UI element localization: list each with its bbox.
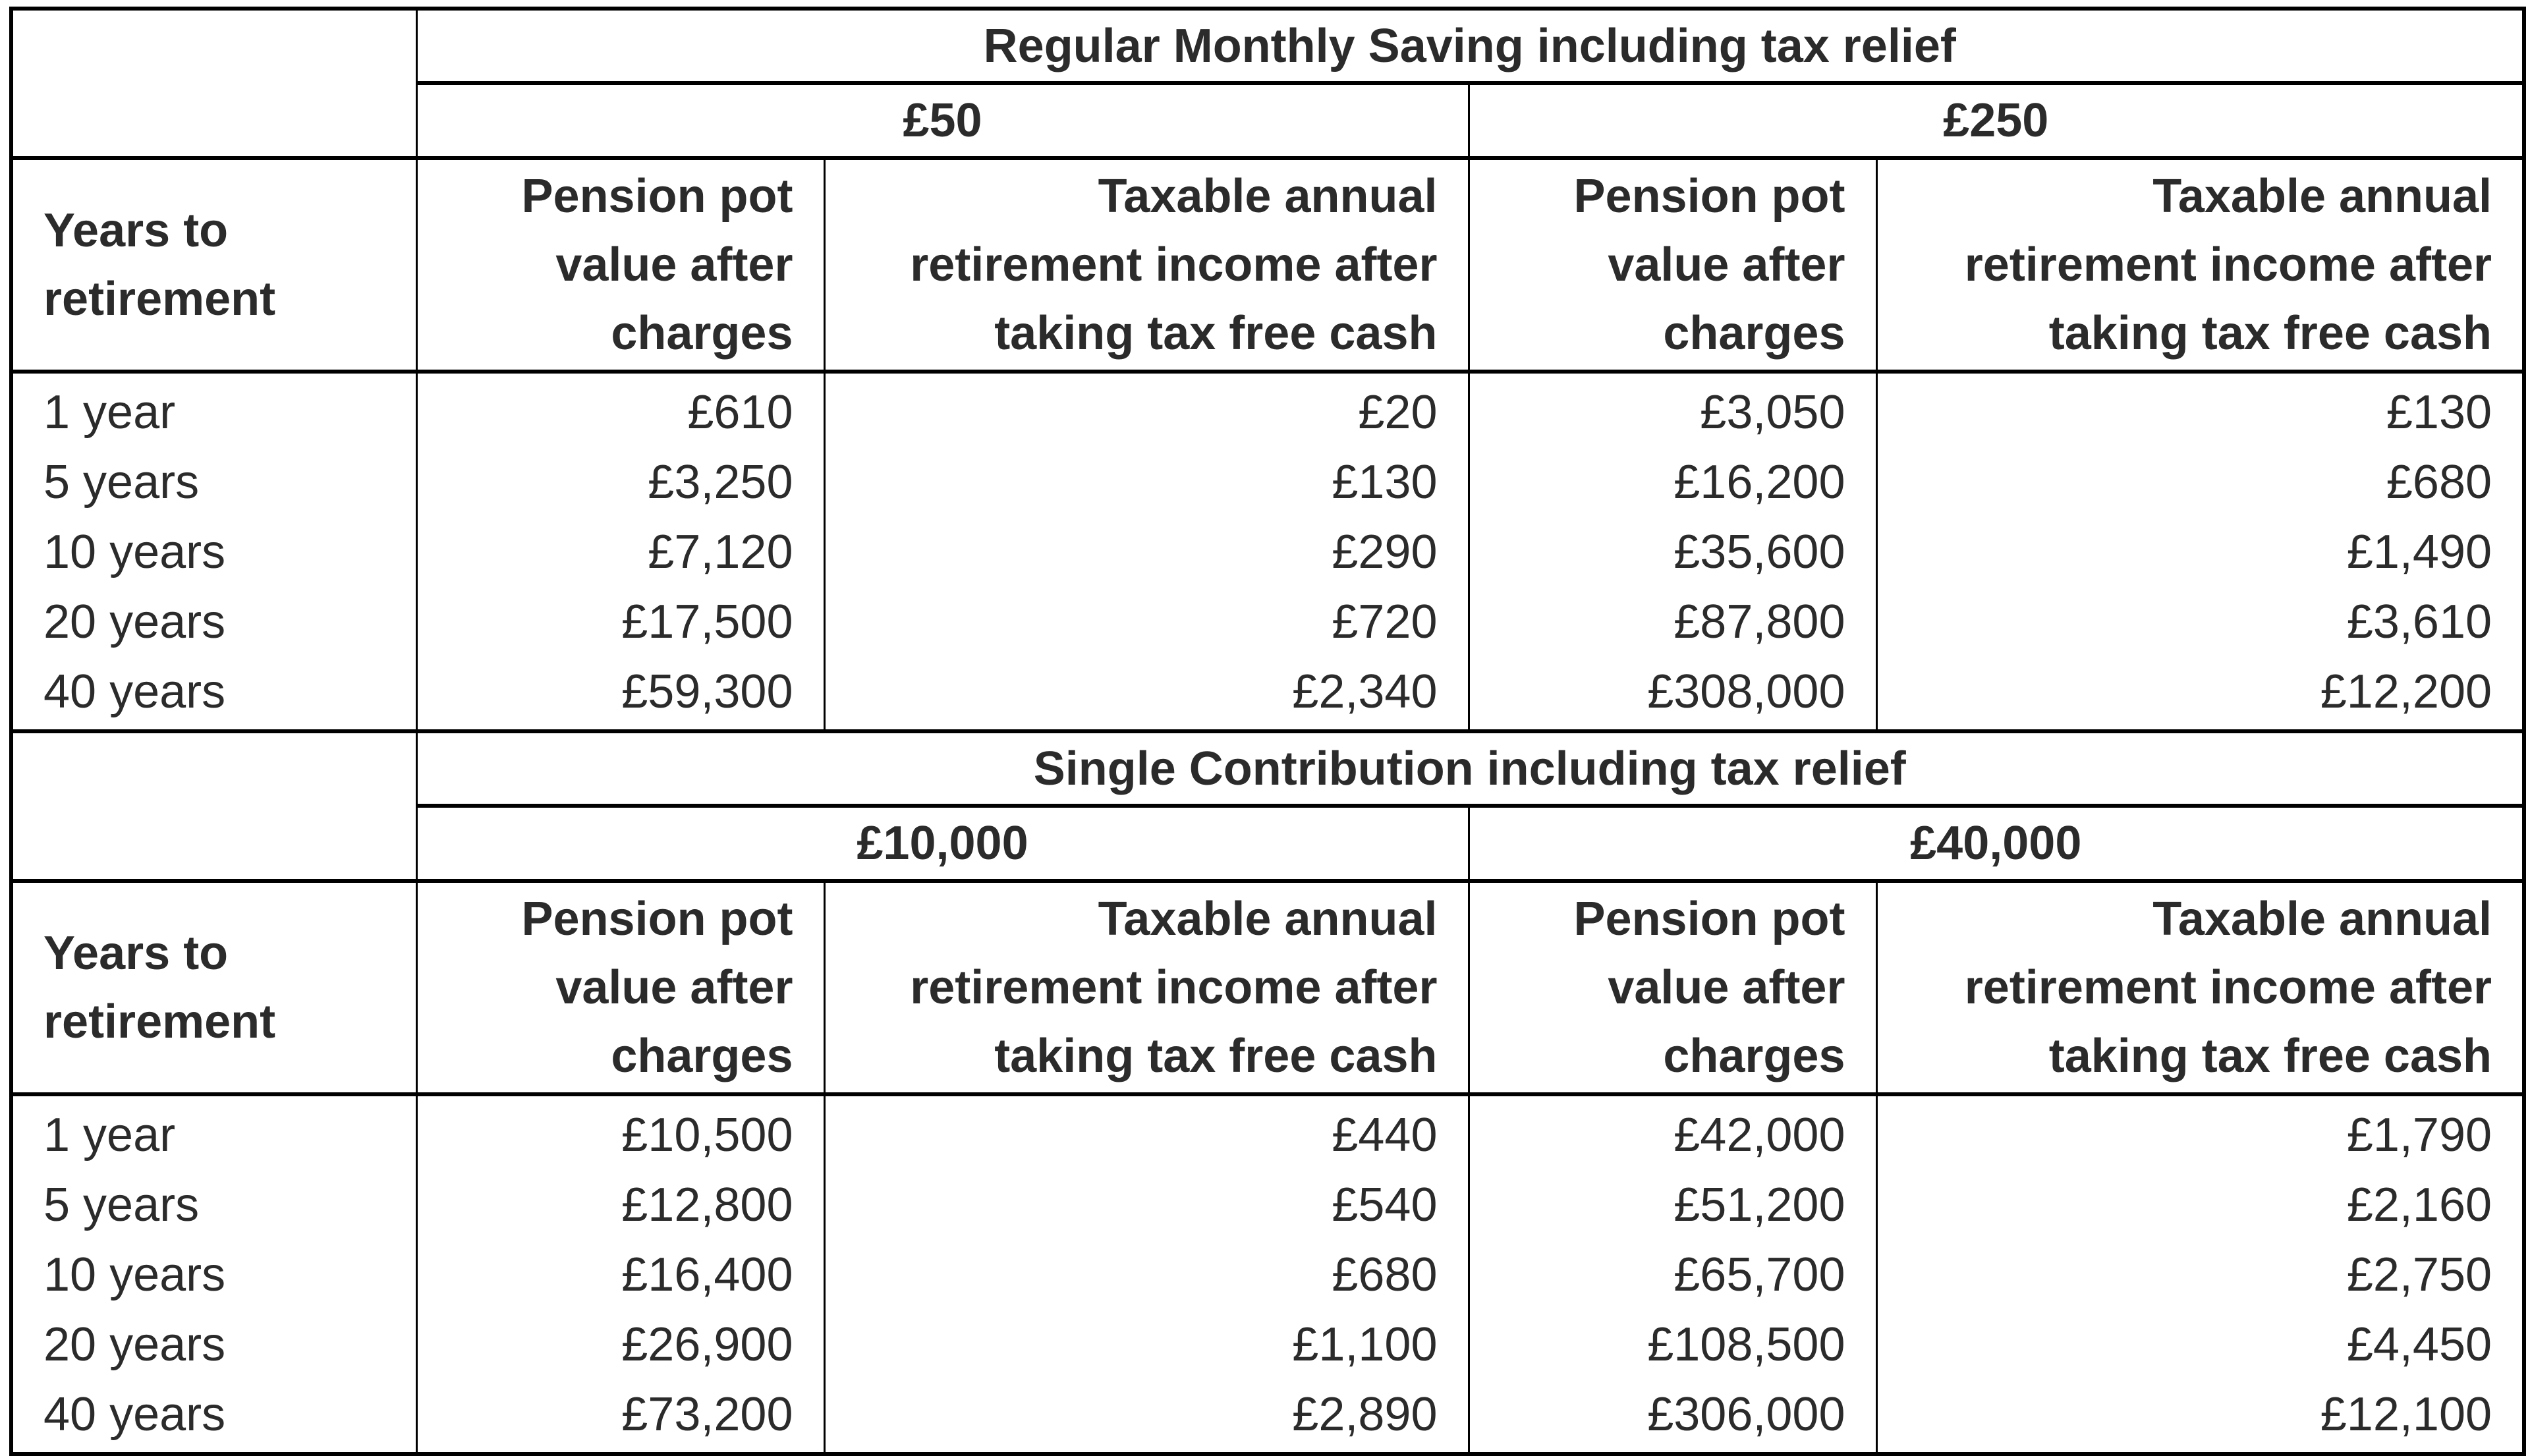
value-cell: £59,300 [416, 657, 824, 731]
value-cell: £1,490 [1876, 517, 2524, 587]
column-header-annual-income: Taxable annual retirement income after taking tax free cash [824, 881, 1469, 1094]
amount-header: £50 [416, 83, 1469, 158]
value-cell: £7,120 [416, 517, 824, 587]
years-cell: 1 year [11, 1094, 416, 1170]
value-cell: £308,000 [1469, 657, 1876, 731]
value-cell: £108,500 [1469, 1310, 1876, 1380]
years-cell: 5 years [11, 1170, 416, 1240]
pension-projection-table [9, 7, 2526, 1456]
years-cell: 20 years [11, 1310, 416, 1380]
value-cell: £130 [824, 447, 1469, 517]
section-title: Regular Monthly Saving including tax relief [416, 9, 2524, 83]
section-regular-monthly-header [11, 9, 2524, 372]
years-cell: 10 years [11, 1240, 416, 1310]
table-row [11, 372, 2524, 447]
column-header-annual-income: Taxable annual retirement income after taking tax free cash [1876, 881, 2524, 1094]
table-row [11, 517, 2524, 587]
value-cell: £35,600 [1469, 517, 1876, 587]
value-cell: £540 [824, 1170, 1469, 1240]
years-to-retirement-header: Years to retirement [11, 881, 416, 1094]
amount-header: £10,000 [416, 806, 1469, 881]
value-cell: £73,200 [416, 1380, 824, 1454]
value-cell: £3,050 [1469, 372, 1876, 447]
table-row [11, 1310, 2524, 1380]
table-row [11, 657, 2524, 731]
value-cell: £2,340 [824, 657, 1469, 731]
value-cell: £12,200 [1876, 657, 2524, 731]
years-cell: 40 years [11, 1380, 416, 1454]
years-cell: 5 years [11, 447, 416, 517]
value-cell: £17,500 [416, 587, 824, 657]
value-cell: £290 [824, 517, 1469, 587]
years-cell: 40 years [11, 657, 416, 731]
table-row [11, 1380, 2524, 1454]
value-cell: £12,800 [416, 1170, 824, 1240]
value-cell: £12,100 [1876, 1380, 2524, 1454]
table-row [11, 587, 2524, 657]
value-cell: £440 [824, 1094, 1469, 1170]
column-header-pot-value: Pension pot value after charges [1469, 158, 1876, 372]
section-title: Single Contribution including tax relief [416, 731, 2524, 806]
section-regular-monthly-rows [11, 372, 2524, 731]
value-cell: £16,400 [416, 1240, 824, 1310]
value-cell: £87,800 [1469, 587, 1876, 657]
value-cell: £51,200 [1469, 1170, 1876, 1240]
value-cell: £2,750 [1876, 1240, 2524, 1310]
value-cell: £2,160 [1876, 1170, 2524, 1240]
header-blank-cell [11, 731, 416, 881]
table-row [11, 1170, 2524, 1240]
value-cell: £3,610 [1876, 587, 2524, 657]
column-header-annual-income: Taxable annual retirement income after taking tax free cash [1876, 158, 2524, 372]
years-cell: 20 years [11, 587, 416, 657]
value-cell: £130 [1876, 372, 2524, 447]
value-cell: £720 [824, 587, 1469, 657]
value-cell: £20 [824, 372, 1469, 447]
value-cell: £2,890 [824, 1380, 1469, 1454]
column-header-pot-value: Pension pot value after charges [416, 158, 824, 372]
value-cell: £1,790 [1876, 1094, 2524, 1170]
value-cell: £610 [416, 372, 824, 447]
years-cell: 10 years [11, 517, 416, 587]
value-cell: £306,000 [1469, 1380, 1876, 1454]
amount-header: £40,000 [1469, 806, 2524, 881]
value-cell: £26,900 [416, 1310, 824, 1380]
value-cell: £42,000 [1469, 1094, 1876, 1170]
table-row [11, 1094, 2524, 1170]
value-cell: £4,450 [1876, 1310, 2524, 1380]
value-cell: £65,700 [1469, 1240, 1876, 1310]
value-cell: £680 [824, 1240, 1469, 1310]
header-blank-cell [11, 9, 416, 158]
years-cell: 1 year [11, 372, 416, 447]
value-cell: £1,100 [824, 1310, 1469, 1380]
section-single-contribution-rows [11, 1094, 2524, 1454]
section-single-contribution-header [11, 731, 2524, 1094]
value-cell: £680 [1876, 447, 2524, 517]
value-cell: £10,500 [416, 1094, 824, 1170]
years-to-retirement-header: Years to retirement [11, 158, 416, 372]
table-row [11, 447, 2524, 517]
value-cell: £16,200 [1469, 447, 1876, 517]
value-cell: £3,250 [416, 447, 824, 517]
column-header-pot-value: Pension pot value after charges [416, 881, 824, 1094]
column-header-annual-income: Taxable annual retirement income after taking tax free cash [824, 158, 1469, 372]
amount-header: £250 [1469, 83, 2524, 158]
table-row [11, 1240, 2524, 1310]
column-header-pot-value: Pension pot value after charges [1469, 881, 1876, 1094]
